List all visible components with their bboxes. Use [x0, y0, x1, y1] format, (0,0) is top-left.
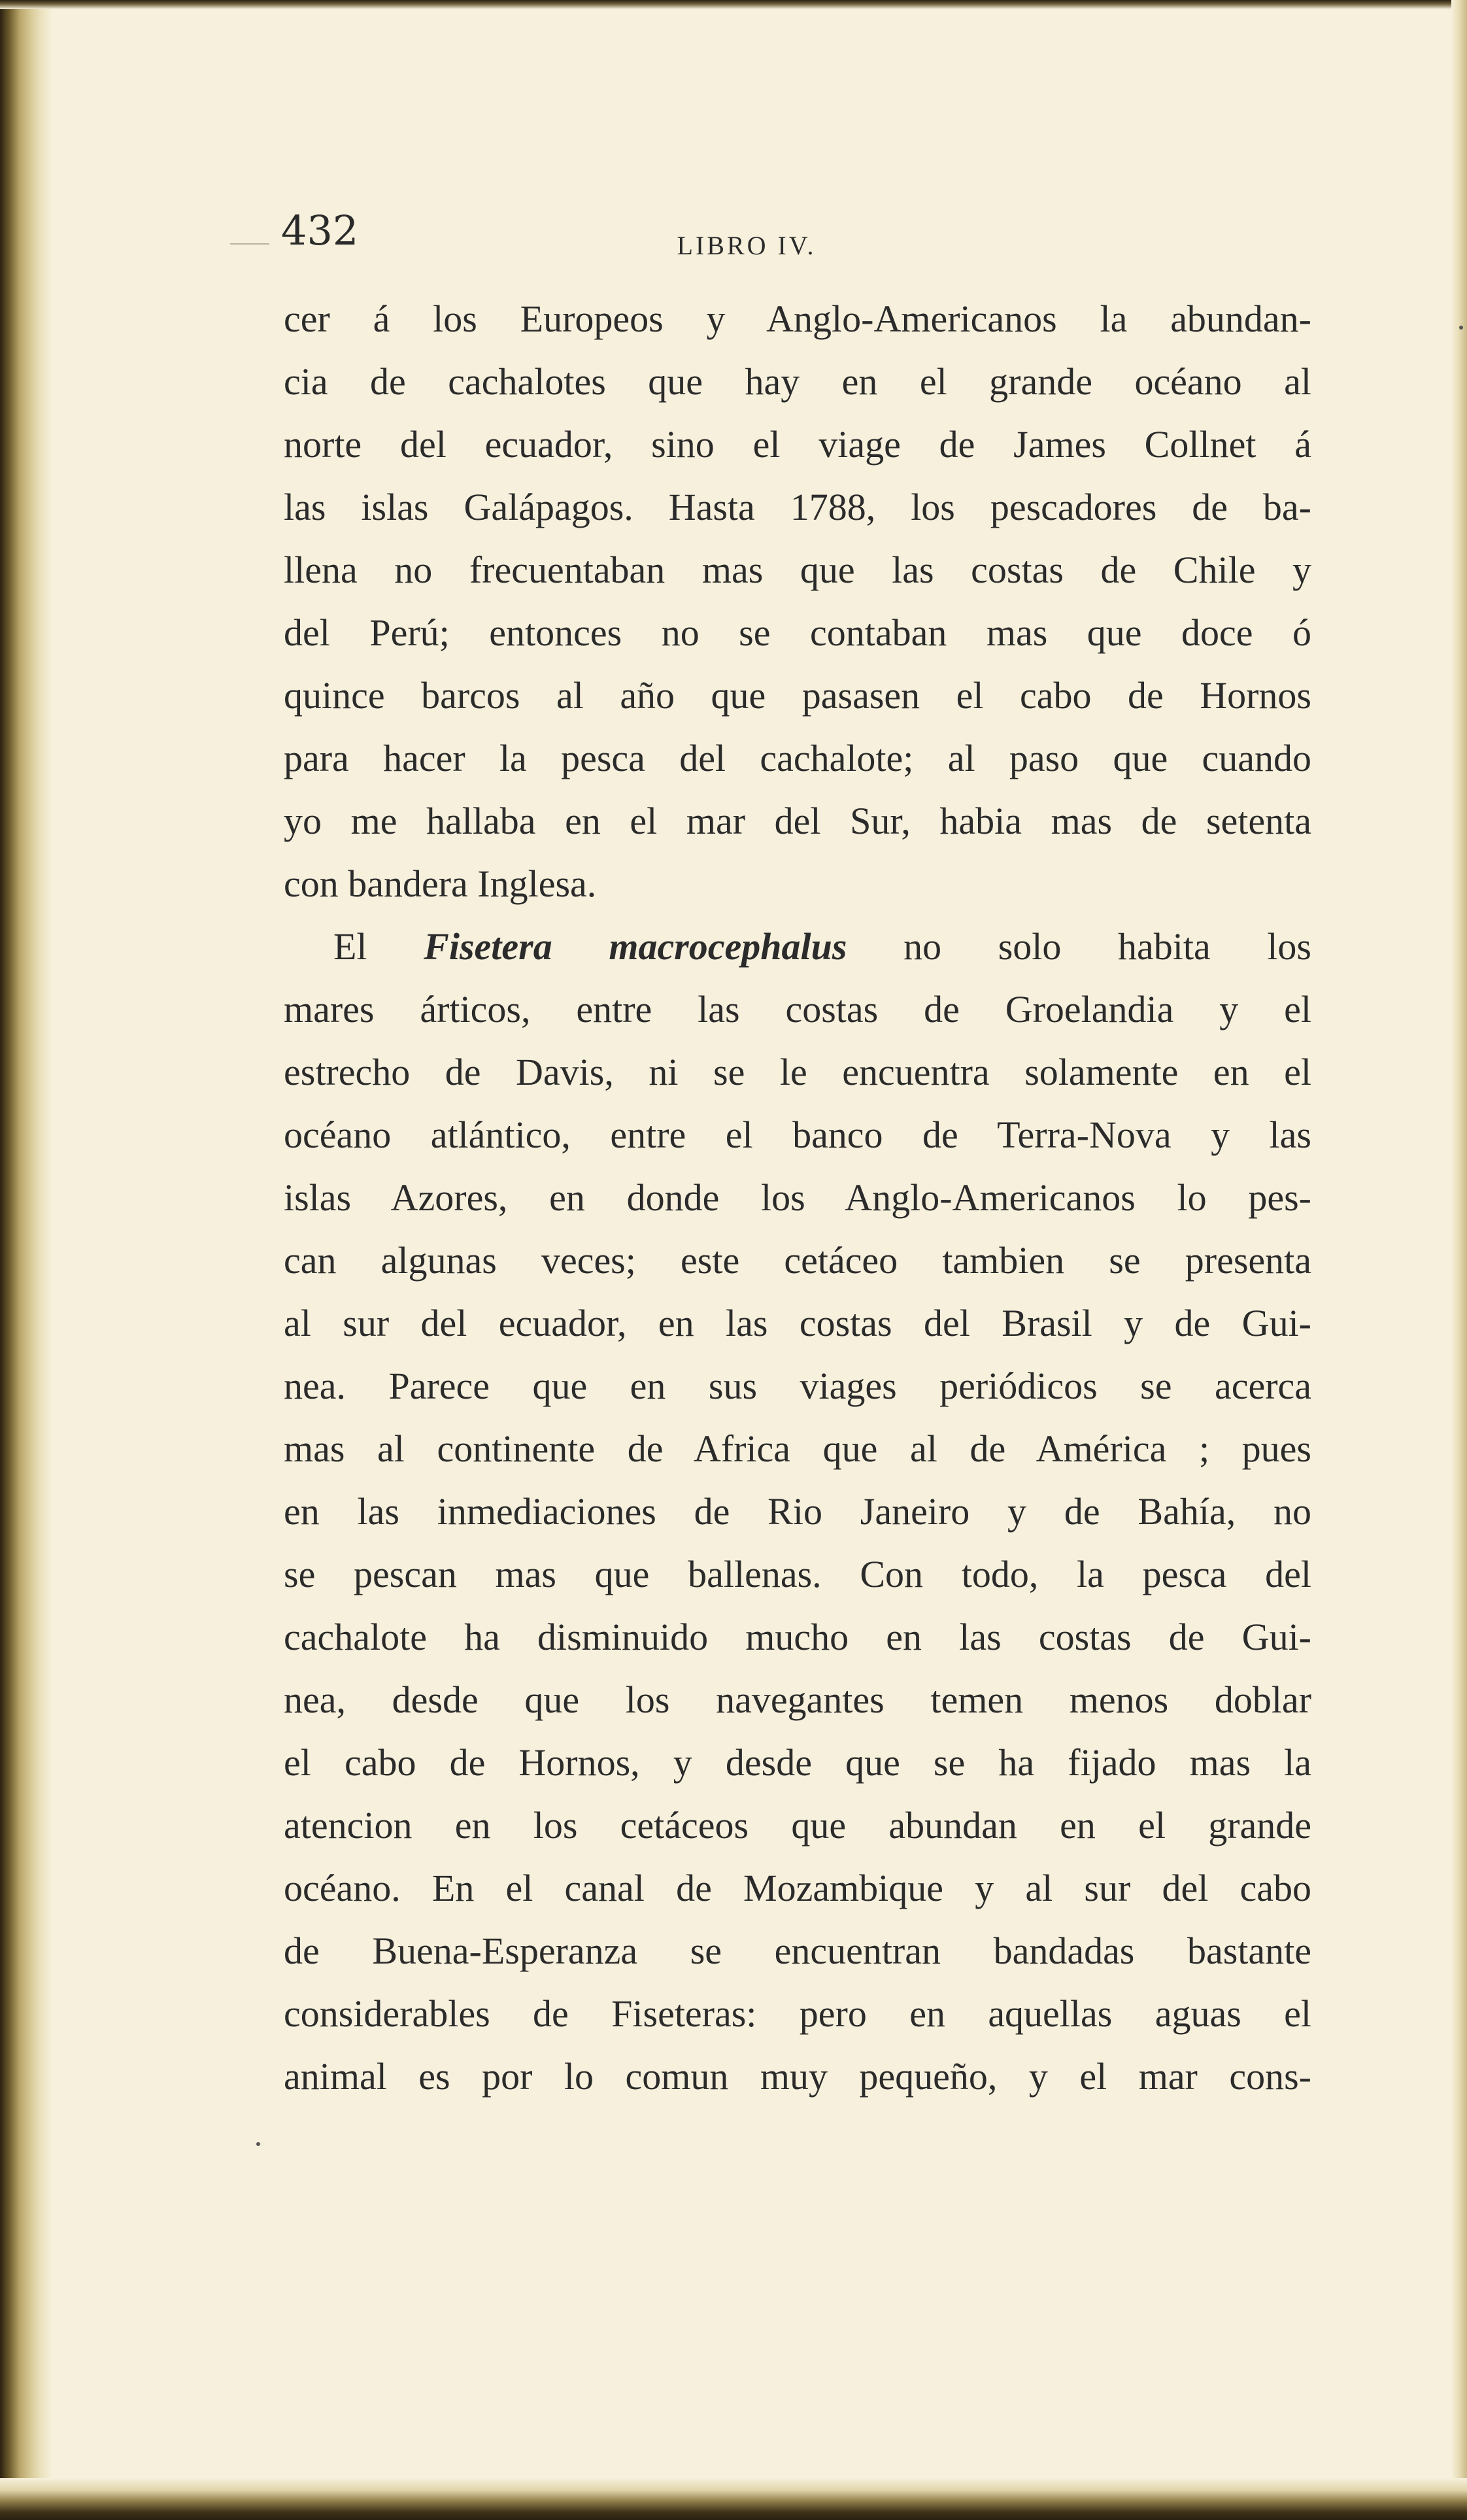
text-line: para hacer la pesca del cachalote; al paso que cuando [284, 737, 1311, 779]
text-line: océano atlántico, entre el banco de Terra-Nova y las [284, 1114, 1311, 1156]
text-line: cia de cachalotes que hay en el grande océano al [284, 360, 1311, 403]
right-page-edge [1451, 0, 1467, 2520]
text-line: islas Azores, en donde los Anglo-Americanos lo pes- [284, 1176, 1311, 1219]
text-line: can algunas veces; este cetáceo tambien se presenta [284, 1239, 1311, 1282]
text-line: quince barcos al año que pasasen el cabo de Hornos [284, 674, 1311, 717]
text-line: considerables de Fiseteras: pero en aquellas aguas el [284, 1992, 1311, 2035]
text-line: mas al continente de Africa que al de América ; pues [284, 1427, 1311, 1470]
bottom-page-edge [0, 2478, 1467, 2520]
paragraph-1 [284, 288, 1311, 915]
text-line: océano. En el canal de Mozambique y al sur del cabo [284, 1867, 1311, 1909]
paragraph-2 [284, 915, 1311, 2108]
text-fragment: El [333, 925, 367, 968]
text-line: nea. Parece que en sus viages periódicos se acerca [284, 1365, 1311, 1407]
text-line: atencion en los cetáceos que abundan en el grande [284, 1804, 1311, 1847]
text-line: cachalote ha disminuido mucho en las costas de Gui- [284, 1616, 1311, 1658]
running-head: LIBRO IV. [677, 231, 817, 260]
text-line: cer á los Europeos y Anglo-Americanos la abundan- [284, 298, 1311, 340]
paper-speck [256, 2142, 260, 2146]
binding-edge [0, 0, 52, 2520]
text-line: nea, desde que los navegantes temen menos doblar [284, 1678, 1311, 1721]
text-line: animal es por lo comun muy pequeño, y el mar cons- [284, 2055, 1311, 2098]
text-line: llena no frecuentaban mas que las costas de Chile y [284, 549, 1311, 591]
text-line: en las inmediaciones de Rio Janeiro y de Bahía, no [284, 1490, 1311, 1533]
page-number: 432 [281, 207, 359, 254]
text-line: con bandera Inglesa. [284, 862, 597, 905]
species-name: Fisetera macrocephalus [424, 925, 847, 968]
text-line: estrecho de Davis, ni se le encuentra solamente en el [284, 1051, 1311, 1093]
text-line: de Buena-Esperanza se encuentran bandadas bastante [284, 1930, 1311, 1972]
text-line: al sur del ecuador, en las costas del Brasil y de Gui- [284, 1302, 1311, 1344]
paragraph-2-first-line [284, 915, 1311, 978]
text-body [284, 288, 1311, 2108]
text-fragment: no solo habita los [903, 925, 1312, 968]
text-line: el cabo de Hornos, y desde que se ha fijado mas la [284, 1741, 1311, 1784]
text-line: mares árticos, entre las costas de Groelandia y el [284, 988, 1311, 1030]
text-line: se pescan mas que ballenas. Con todo, la pesca del [284, 1553, 1311, 1595]
text-line: del Perú; entonces no se contaban mas que doce ó [284, 611, 1311, 654]
paper-speck [1459, 326, 1463, 330]
top-page-edge [0, 0, 1467, 9]
text-line: norte del ecuador, sino el viage de James Collnet á [284, 423, 1311, 466]
text-line: las islas Galápagos. Hasta 1788, los pescadores de ba- [284, 486, 1311, 528]
text-line: yo me hallaba en el mar del Sur, habia mas de setenta [284, 800, 1311, 842]
